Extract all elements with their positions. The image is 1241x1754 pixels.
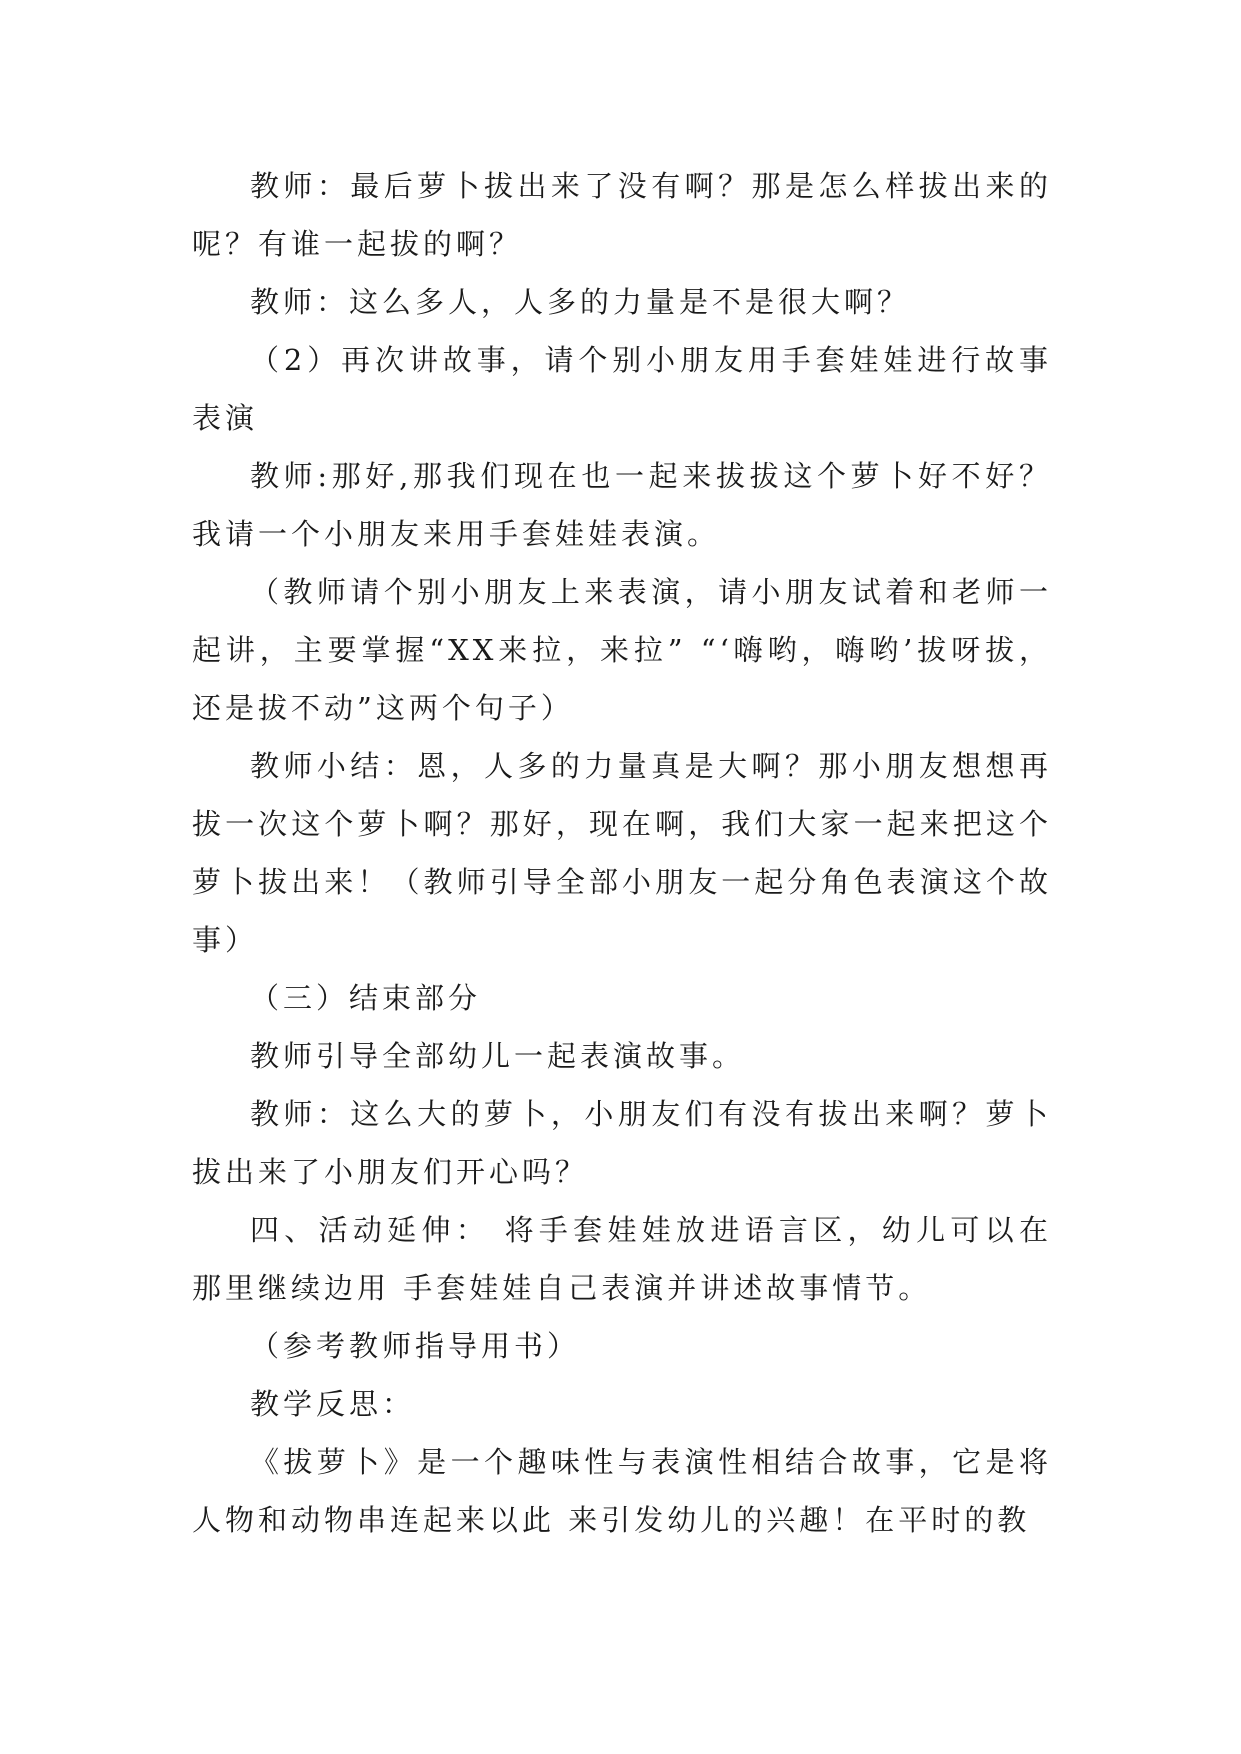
paragraph-teacher-question-strength: 教师：这么多人，人多的力量是不是很大啊？ [250,285,911,319]
paragraph-performance-note: （教师请个别小朋友上来表演，请小朋友试着和老师一起讲，主要掌握“XX来拉，来拉” “‘嗨哟，嗨哟’拔呀拔，还是拔不动”这两个句子） [192,575,1052,725]
paragraph-activity-extension: 四、活动延伸： 将手套娃娃放进语言区，幼儿可以在那里继续边用 手套娃娃自己表演并讲述故事情节。 [192,1213,1052,1305]
document-body [192,157,1052,1549]
heading-teaching-reflection: 教学反思： [250,1387,416,1421]
section-heading-ending: （三）结束部分 [250,981,482,1015]
paragraph-retell-story: （2）再次讲故事，请个别小朋友用手套娃娃进行故事表演 [192,343,1052,435]
paragraph-teacher-question-pulled: 教师：最后萝卜拔出来了没有啊？那是怎么样拔出来的呢？有谁一起拔的啊？ [192,169,1052,261]
paragraph-teacher-summary: 教师小结：恩，人多的力量真是大啊？那小朋友想想再拔一次这个萝卜啊？那好，现在啊，我们大家一起来把这个萝卜拔出来！（教师引导全部小朋友一起分角色表演这个故事） [192,749,1052,957]
paragraph-reflection-body: 《拔萝卜》是一个趣味性与表演性相结合故事，它是将人物和动物串连起来以此 来引发幼儿的兴趣！在平时的教 [192,1445,1052,1537]
paragraph-teacher-closing-question: 教师：这么大的萝卜，小朋友们有没有拔出来啊？萝卜拔出来了小朋友们开心吗？ [192,1097,1052,1189]
paragraph-teacher-guide: 教师引导全部幼儿一起表演故事。 [250,1039,746,1073]
paragraph-reference-note: （参考教师指导用书） [250,1329,581,1363]
paragraph-teacher-invite: 教师:那好,那我们现在也一起来拔拔这个萝卜好不好？我请一个小朋友来用手套娃娃表演。 [192,459,1052,551]
